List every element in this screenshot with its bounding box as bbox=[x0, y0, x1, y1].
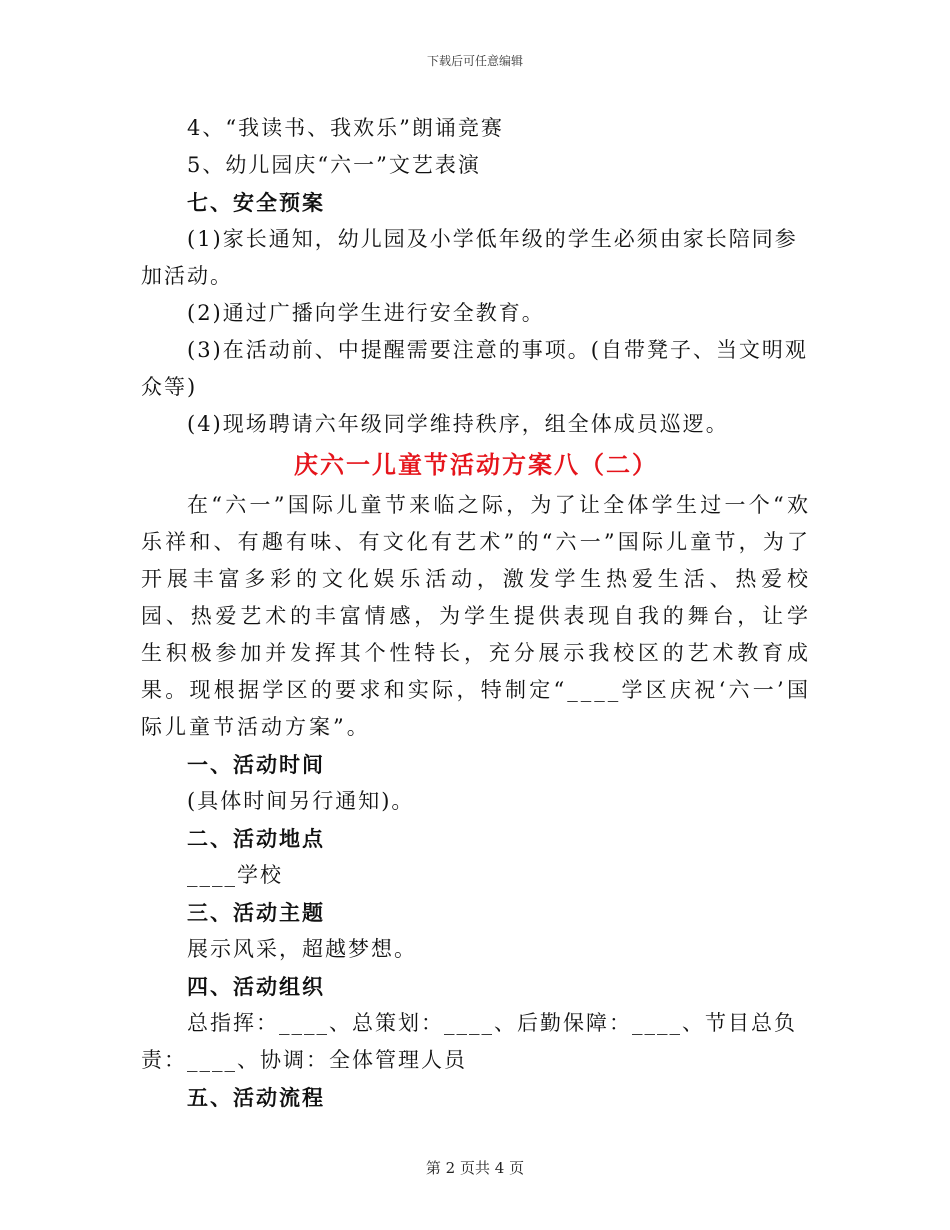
section-heading-process: 五、活动流程 bbox=[187, 1085, 325, 1110]
safety-item-1: (1)家长通知，幼儿园及小学低年级的学生必须由家长陪同参加活动。 bbox=[141, 227, 798, 288]
page-header: 下载后可任意编辑 bbox=[426, 54, 523, 68]
safety-item-4: (4)现场聘请六年级同学维持秩序，组全体成员巡逻。 bbox=[187, 412, 729, 436]
section-body-location: ____学校 bbox=[187, 863, 283, 887]
page-footer: 第 2 页共 4 页 bbox=[425, 1159, 525, 1177]
document-title: 庆六一儿童节活动方案八（二） bbox=[294, 450, 658, 479]
section-body-organization: 总指挥：____、总策划：____、后勤保障：____、节目总负责：____、协调：全体管理人员 bbox=[141, 1011, 797, 1072]
section-heading-time: 一、活动时间 bbox=[187, 752, 325, 777]
section-heading-organization: 四、活动组织 bbox=[187, 974, 325, 999]
section-heading-location: 二、活动地点 bbox=[187, 826, 325, 851]
section-heading-safety: 七、安全预案 bbox=[187, 190, 325, 215]
list-item-4: 4、“我读书、我欢乐”朗诵竞赛 bbox=[187, 116, 504, 140]
safety-item-3: (3)在活动前、中提醒需要注意的事项。(自带凳子、当文明观众等) bbox=[141, 338, 808, 399]
list-item-5: 5、幼儿园庆“六一”文艺表演 bbox=[187, 153, 481, 177]
document-body bbox=[141, 110, 811, 1116]
section-heading-theme: 三、活动主题 bbox=[187, 900, 325, 925]
intro-paragraph: 在“六一”国际儿童节来临之际，为了让全体学生过一个“欢乐祥和、有趣有味、有文化有艺术”的“六一”国际儿童节，为了开展丰富多彩的文化娱乐活动，激发学生热爱生活、热爱校园、热爱艺术的丰富情感，为学生提供表现自我的舞台，让学生积极参加并发挥其个性特长，充分展示我校区的艺术教育成果。现根据学区的要求和实际，特制定“____学区庆祝‘六一’国际儿童节活动方案”。 bbox=[141, 493, 811, 739]
section-body-time: (具体时间另行通知)。 bbox=[187, 789, 415, 813]
safety-item-2: (2)通过广播向学生进行安全教育。 bbox=[187, 301, 545, 325]
section-body-theme: 展示风采，超越梦想。 bbox=[187, 937, 417, 961]
